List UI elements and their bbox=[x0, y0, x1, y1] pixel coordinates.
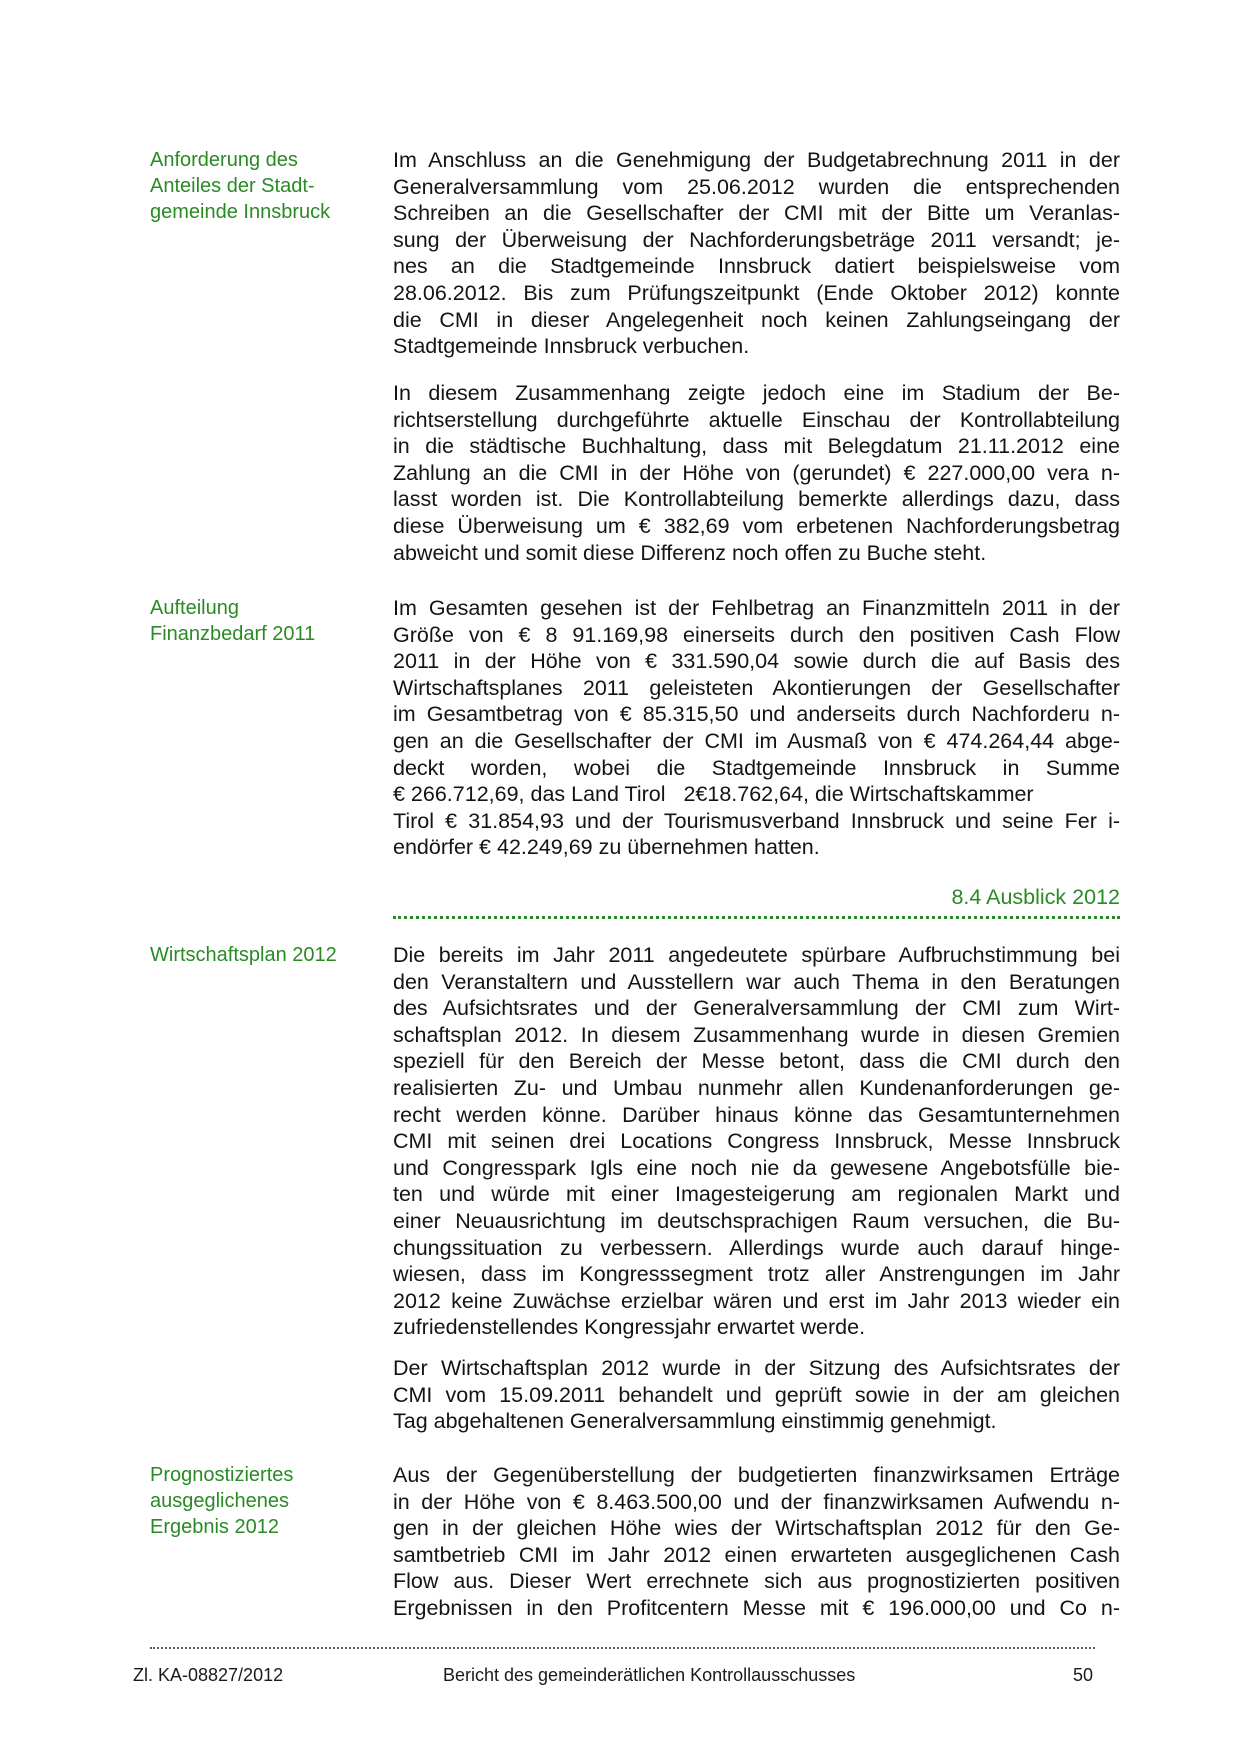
text-line: die CMI in dieser Angelegenheit noch keinen Zahlungseingang der bbox=[393, 307, 1120, 332]
margin-note-line: Finanzbedarf 2011 bbox=[150, 623, 316, 645]
text-line: Ergebnissen in den Profitcentern Messe mit € 196.000,00 und Co n- bbox=[393, 1595, 1120, 1620]
text-line: samtbetrieb CMI im Jahr 2012 einen erwarteten ausgeglichenen Cash bbox=[393, 1542, 1120, 1567]
paragraph-anforderung bbox=[393, 147, 1120, 360]
text-line: in der Höhe von € 8.463.500,00 und der finanzwirksamen Aufwendu n- bbox=[393, 1489, 1120, 1514]
text-line: Stadtgemeinde Innsbruck verbuchen. bbox=[393, 334, 750, 359]
paragraph-aufteilung bbox=[393, 595, 1120, 861]
text-line: realisierten Zu- und Umbau nunmehr allen Kundenanforderungen ge- bbox=[393, 1075, 1120, 1100]
text-line: gen an die Gesellschafter der CMI im Ausmaß von € 474.264,44 abge- bbox=[393, 728, 1120, 753]
margin-note-line: gemeinde Innsbruck bbox=[150, 201, 331, 223]
text-line: einer Neuausrichtung im deutschsprachigen Raum versuchen, die Bu- bbox=[393, 1208, 1120, 1233]
margin-note-prognose bbox=[150, 1462, 350, 1540]
text-line: abweicht und somit diese Differenz noch offen zu Buche steht. bbox=[393, 540, 987, 565]
text-line: wiesen, dass im Kongresssegment trotz aller Anstrengungen im Jahr bbox=[393, 1262, 1120, 1287]
section-heading: 8.4 Ausblick 2012 bbox=[951, 885, 1120, 909]
text-line: lasst worden ist. Die Kontrollabteilung bemerkte allerdings dazu, dass bbox=[393, 487, 1120, 512]
text-line: Generalversammlung vom 25.06.2012 wurden die entsprechenden bbox=[393, 174, 1120, 199]
paragraph-zusammenhang bbox=[393, 380, 1120, 566]
text-line: In diesem Zusammenhang zeigte jedoch eine im Stadium der Be- bbox=[393, 381, 1120, 405]
text-line: speziell für den Bereich der Messe betont, dass die CMI durch den bbox=[393, 1049, 1120, 1074]
text-line: Tag abgehaltenen Generalversammlung einstimmig genehmigt. bbox=[393, 1409, 997, 1434]
paragraph-prognose bbox=[393, 1462, 1120, 1622]
margin-note-line: Wirtschaftsplan 2012 bbox=[150, 944, 337, 966]
text-line: Der Wirtschaftsplan 2012 wurde in der Sitzung des Aufsichtsrates der bbox=[393, 1356, 1120, 1380]
text-line: 2012 keine Zuwächse erzielbar wären und erst im Jahr 2013 wieder ein bbox=[393, 1288, 1120, 1313]
text-line: CMI mit seinen drei Locations Congress Innsbruck, Messe Innsbruck bbox=[393, 1129, 1120, 1154]
text-line: CMI vom 15.09.2011 behandelt und geprüft sowie in der am gleichen bbox=[393, 1382, 1120, 1407]
text-line: den Veranstaltern und Ausstellern war auch Thema in den Beratungen bbox=[393, 969, 1120, 994]
text-line: diese Überweisung um € 382,69 vom erbetenen Nachforderungsbetrag bbox=[393, 513, 1120, 538]
text-line: Wirtschaftsplanes 2011 geleisteten Akontierungen der Gesellschafter bbox=[393, 675, 1120, 700]
footer-title: Bericht des gemeinderätlichen Kontrollausschusses bbox=[443, 1665, 856, 1685]
text-line: im Gesamtbetrag von € 85.315,50 und anderseits durch Nachforderu n- bbox=[393, 702, 1120, 727]
text-line: und Congresspark Igls eine noch nie da gewesene Angebotsfülle bie- bbox=[393, 1155, 1120, 1180]
text-line: 28.06.2012. Bis zum Prüfungszeitpunkt (Ende Oktober 2012) konnte bbox=[393, 280, 1120, 305]
margin-note-anforderung bbox=[150, 147, 350, 225]
text-line: ten und würde mit einer Imagesteigerung am regionalen Markt und bbox=[393, 1182, 1120, 1207]
text-line: Aus der Gegenüberstellung der budgetierten finanzwirksamen Erträge bbox=[393, 1463, 1120, 1487]
text-line: Zahlung an die CMI in der Höhe von (gerundet) € 227.000,00 vera n- bbox=[393, 460, 1120, 485]
text-line: zufriedenstellendes Kongressjahr erwartet werde. bbox=[393, 1315, 866, 1340]
footer-divider bbox=[150, 1647, 1095, 1649]
margin-note-line: Aufteilung bbox=[150, 597, 239, 619]
margin-note-wirtschaftsplan bbox=[150, 942, 350, 968]
text-line: 2011 in der Höhe von € 331.590,04 sowie durch die auf Basis des bbox=[393, 649, 1120, 674]
margin-note-line: Prognostiziertes bbox=[150, 1464, 294, 1486]
text-line: Größe von € 8 91.169,98 einerseits durch den positiven Cash Flow bbox=[393, 622, 1120, 647]
margin-note-line: Ergebnis 2012 bbox=[150, 1516, 279, 1538]
text-line: sung der Überweisung der Nachforderungsbeträge 2011 versandt; je- bbox=[393, 227, 1120, 252]
text-line: Tirol € 31.854,93 und der Tourismusverband Innsbruck und seine Fer i- bbox=[393, 808, 1120, 833]
page-number: 50 bbox=[1073, 1665, 1094, 1685]
text-line: nes an die Stadtgemeinde Innsbruck datiert beispielsweise vom bbox=[393, 254, 1120, 279]
paragraph-wirtschaftsplan bbox=[393, 942, 1120, 1341]
document-reference: Zl. KA-08827/2012 bbox=[133, 1665, 284, 1685]
text-line: endörfer € 42.249,69 zu übernehmen hatten. bbox=[393, 835, 820, 860]
section-divider bbox=[393, 916, 1120, 919]
text-line: recht werden könne. Darüber hinaus könne das Gesamtunternehmen bbox=[393, 1102, 1120, 1127]
margin-note-line: Anforderung des bbox=[150, 149, 298, 171]
paragraph-genehmigung bbox=[393, 1355, 1120, 1435]
text-line: schaftsplan 2012. In diesem Zusammenhang wurde in diesen Gremien bbox=[393, 1022, 1120, 1047]
text-line: Im Gesamten gesehen ist der Fehlbetrag an Finanzmitteln 2011 in der bbox=[393, 596, 1120, 620]
margin-note-aufteilung bbox=[150, 595, 350, 647]
text-line: chungssituation zu verbessern. Allerdings wurde auch darauf hinge- bbox=[393, 1235, 1120, 1260]
text-line: Schreiben an die Gesellschafter der CMI mit der Bitte um Veranlas- bbox=[393, 201, 1120, 226]
margin-note-line: ausgeglichenes bbox=[150, 1490, 289, 1512]
text-line: Flow aus. Dieser Wert errechnete sich aus prognostizierten positiven bbox=[393, 1569, 1120, 1594]
text-line: richtserstellung durchgeführte aktuelle Einschau der Kontrollabteilung bbox=[393, 407, 1120, 432]
text-line: Die bereits im Jahr 2011 angedeutete spürbare Aufbruchstimmung bei bbox=[393, 943, 1120, 967]
text-line: Im Anschluss an die Genehmigung der Budgetabrechnung 2011 in der bbox=[393, 148, 1120, 172]
text-line: deckt worden, wobei die Stadtgemeinde Innsbruck in Summe bbox=[393, 755, 1120, 780]
text-line: in die städtische Buchhaltung, dass mit Belegdatum 21.11.2012 eine bbox=[393, 434, 1120, 459]
text-line: € 266.712,69, das Land Tirol 2€18.762,64, die Wirtschaftskammer bbox=[393, 782, 1034, 807]
margin-note-line: Anteiles der Stadt- bbox=[150, 175, 315, 197]
text-line: des Aufsichtsrates und der Generalversammlung der CMI zum Wirt- bbox=[393, 996, 1120, 1021]
text-line: gen in der gleichen Höhe wies der Wirtschaftsplan 2012 für den Ge- bbox=[393, 1516, 1120, 1541]
